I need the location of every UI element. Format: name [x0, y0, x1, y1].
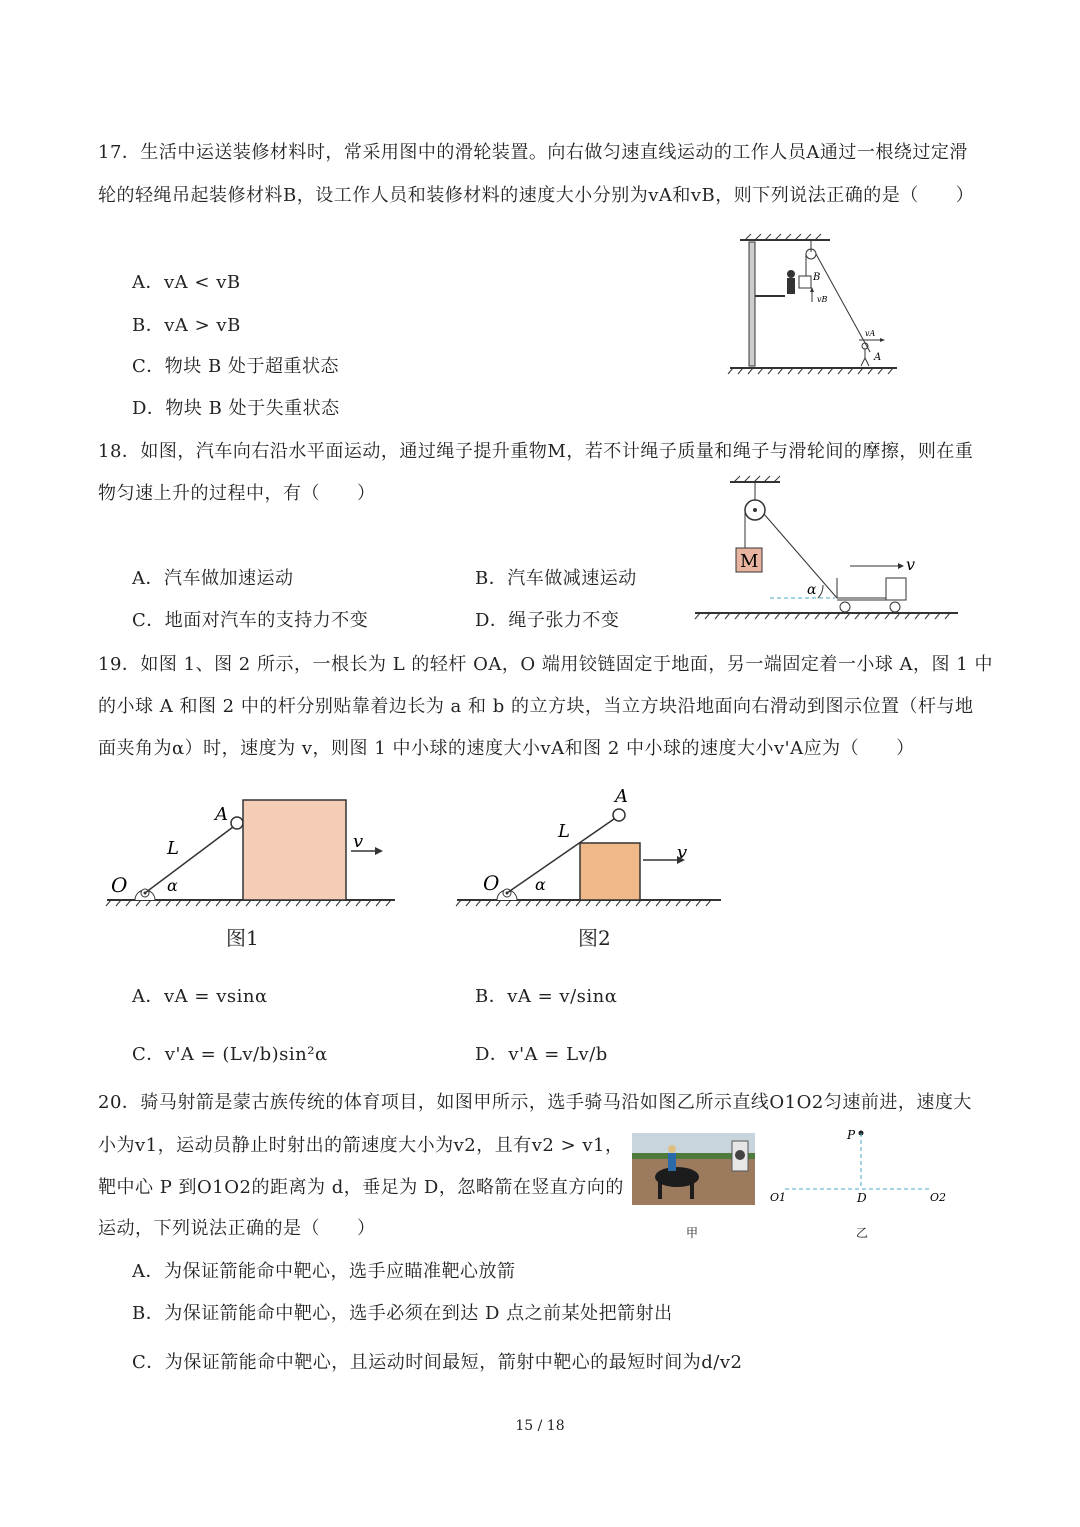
q20-label-d: D: [857, 1191, 867, 1205]
q20-line2: 小为v1，运动员静止时射出的箭速度大小为v2，且有v2 > v1，: [98, 1135, 624, 1156]
q19-line2: 的小球 A 和图 2 中的杆分别贴靠着边长为 a 和 b 的立方块，当立方块沿地面向右滑动到图示位置（杆与地: [98, 696, 974, 717]
q17-label-va: vA: [865, 329, 876, 338]
q18-label-alpha: α: [807, 582, 817, 598]
q20-label-jia: 甲: [686, 1226, 699, 1240]
q20-line4: 运动，下列说法正确的是（ ）: [98, 1218, 376, 1239]
q19-figure-2: [455, 780, 725, 915]
q18-option-a: A．汽车做加速运动: [132, 568, 294, 589]
q18-line1: 18．如图，汽车向右沿水平面运动，通过绳子提升重物M，若不计绳子质量和绳子与滑轮间的摩擦，则在重: [98, 441, 974, 462]
q17-option-c: C．物块 B 处于超重状态: [132, 356, 339, 377]
q20-diagram-yi: [765, 1123, 955, 1223]
q18-label-v: v: [906, 555, 916, 574]
q19-fig1-label-a: A: [215, 804, 228, 825]
q20-label-p: P: [847, 1128, 856, 1142]
q19-line3: 面夹角为α）时，速度为 v，则图 1 中小球的速度大小vA和图 2 中小球的速度大小v'A应为（ ）: [98, 738, 915, 759]
q19-fig2-label-l: L: [558, 821, 570, 842]
q19-fig1-caption: 图1: [226, 926, 259, 950]
q17-option-d: D．物块 B 处于失重状态: [132, 398, 340, 419]
q20-option-a: A．为保证箭能命中靶心，选手应瞄准靶心放箭: [132, 1261, 516, 1282]
q17-option-b: B．vA > vB: [132, 315, 241, 336]
q19-fig2-label-o: O: [483, 871, 500, 895]
q17-option-a: A．vA < vB: [132, 272, 241, 293]
q20-line1: 20．骑马射箭是蒙古族传统的体育项目，如图甲所示，选手骑马沿如图乙所示直线O1O2匀速前进，速度大: [98, 1092, 972, 1113]
q20-label-o1: O1: [770, 1191, 787, 1204]
q20-option-b: B．为保证箭能命中靶心，选手必须在到达 D 点之前某处把箭射出: [132, 1303, 673, 1324]
q19-figure-1: [105, 790, 400, 915]
q20-line3: 靶中心 P 到O1O2的距离为 d，垂足为 D，忽略箭在竖直方向的: [98, 1177, 624, 1198]
q19-fig1-label-l: L: [167, 838, 179, 859]
q18-line2: 物匀速上升的过程中，有（ ）: [98, 483, 376, 504]
q19-option-a: A．vA = vsinα: [132, 986, 268, 1007]
q17-label-b: B: [813, 272, 821, 283]
q19-option-b: B．vA = v/sinα: [475, 986, 618, 1007]
q18-option-d: D．绳子张力不变: [475, 610, 620, 631]
q19-option-c: C．v'A = (Lv/b)sin²α: [132, 1044, 328, 1065]
q19-fig1-label-o: O: [111, 873, 128, 897]
q20-option-c: C．为保证箭能命中靶心，且运动时间最短，箭射中靶心的最短时间为d/v2: [132, 1352, 743, 1373]
q20-photo-jia: [632, 1133, 755, 1205]
q19-fig1-label-v: v: [353, 831, 364, 852]
q19-fig1-label-alpha: α: [167, 876, 178, 895]
q18-option-c: C．地面对汽车的支持力不变: [132, 610, 369, 631]
q19-fig2-label-a: A: [615, 786, 628, 807]
q20-label-yi: 乙: [856, 1226, 869, 1240]
q19-option-d: D．v'A = Lv/b: [475, 1044, 608, 1065]
q19-fig2-label-alpha: α: [535, 875, 546, 894]
q17-label-vb: vB: [817, 295, 828, 304]
q17-line2: 轮的轻绳吊起装修材料B，设工作人员和装修材料的速度大小分别为vA和vB，则下列说法正确的是（ ）: [98, 185, 975, 206]
q19-fig2-label-v: v: [677, 842, 688, 863]
q19-fig2-caption: 图2: [578, 926, 611, 950]
q18-car-pulley-figure: [690, 470, 965, 630]
q19-line1: 19．如图 1、图 2 所示，一根长为 L 的轻杆 OA，O 端用铰链固定于地面，另一端固定着一小球 A，图 1 中: [98, 654, 993, 675]
q18-label-m: M: [740, 551, 759, 572]
q18-option-b: B．汽车做减速运动: [475, 568, 637, 589]
page-number: 15 / 18: [515, 1418, 565, 1434]
q17-line1: 17．生活中运送装修材料时，常采用图中的滑轮装置。向右做匀速直线运动的工作人员A通过一根绕过定滑: [98, 142, 968, 163]
q17-label-a: A: [874, 352, 882, 363]
q20-label-o2: O2: [930, 1191, 947, 1204]
q17-pulley-figure: [725, 230, 905, 380]
